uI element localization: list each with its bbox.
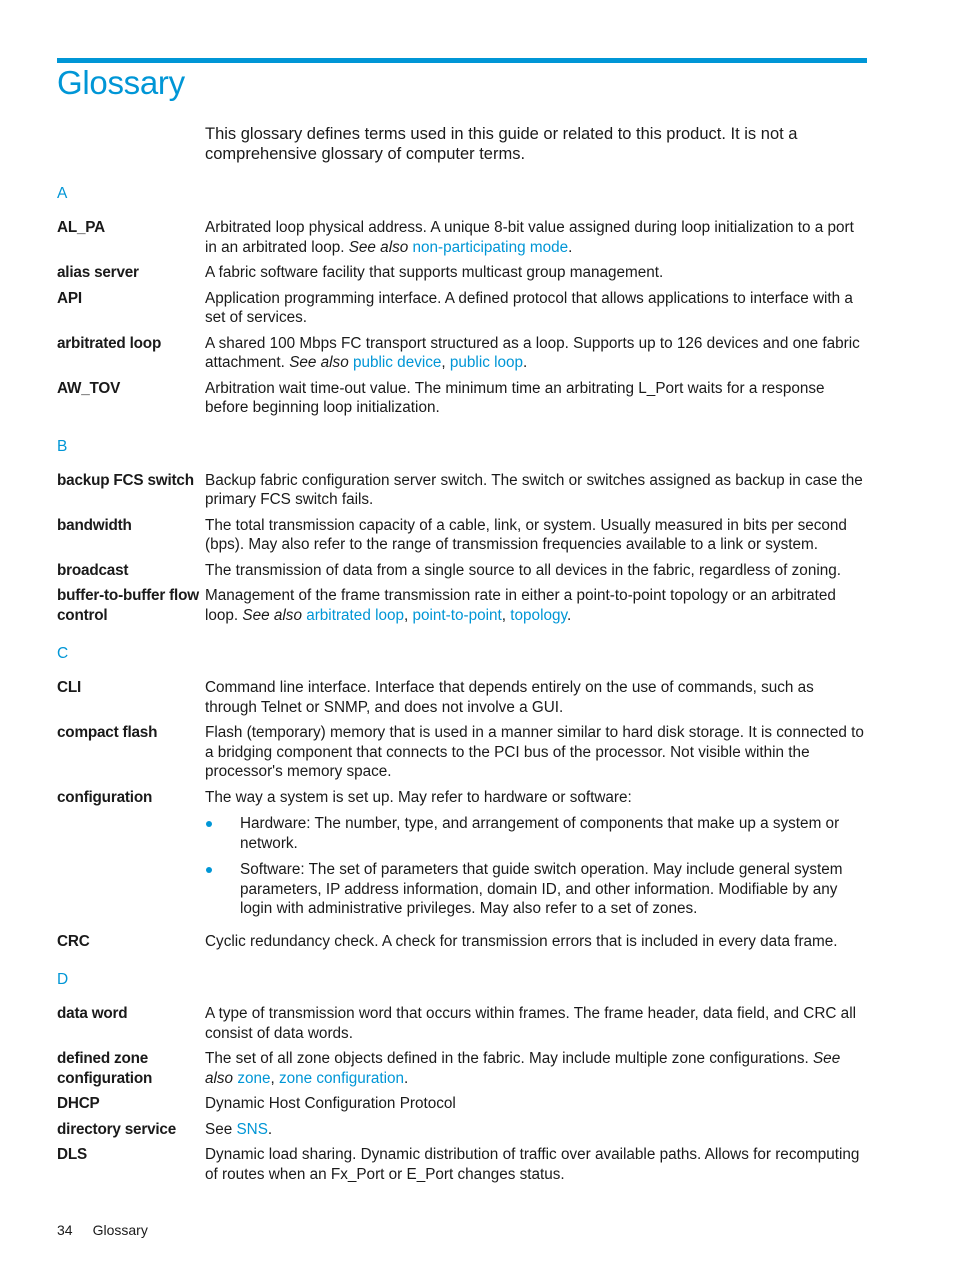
glossary-entry-broadcast	[57, 561, 869, 581]
link-public-loop[interactable]: public loop	[449, 354, 524, 371]
bullet-item: Software: The set of parameters that guide switch operation. May include general system parameters, IP address information, domain ID, and other information. Modifiable by any login with administrative privileges. May also refer to a set of zones.	[205, 860, 869, 919]
glossary-term: defined zone configuration	[57, 1050, 153, 1087]
footer-section-title: Glossary	[92, 1222, 148, 1238]
glossary-term: configuration	[57, 788, 153, 806]
glossary-term: AL_PA	[57, 219, 106, 236]
glossary-term: broadcast	[57, 561, 129, 579]
bullet-list	[205, 814, 869, 919]
glossary-definition: Management of the frame transmission rate in either a point-to-point topology or an arbitrated loop. See also arbitrated loop, point-to-point, topology.	[205, 587, 836, 624]
glossary-definition: Dynamic load sharing. Dynamic distribution of traffic over available paths. Allows for recomputing of routes when an Fx_Port or E_Port changes status.	[205, 1146, 860, 1183]
glossary-entry-arbitrated-loop	[57, 334, 869, 373]
glossary-entry-buffer-to-buffer-flow-control	[57, 586, 869, 625]
glossary-entry-configuration	[57, 788, 869, 926]
glossary-entry-al-pa	[57, 218, 869, 257]
glossary-definition: The transmission of data from a single source to all devices in the fabric, regardless of zoning.	[205, 561, 841, 579]
see-also-label: See also	[205, 1050, 841, 1087]
glossary-definition: See SNS.	[205, 1120, 273, 1138]
glossary-definition: Application programming interface. A defined protocol that allows applications to interface with a set of services.	[205, 289, 853, 326]
glossary-term: DHCP	[57, 1095, 100, 1112]
see-also-label: See also	[242, 606, 302, 624]
glossary-term: alias server	[57, 264, 139, 281]
glossary-definition: The total transmission capacity of a cable, link, or system. Usually measured in bits per second (bps). May also refer to the range of transmission frequencies available to a link or system.	[205, 516, 847, 553]
glossary-entry-directory-service	[57, 1120, 869, 1140]
link-sns[interactable]: SNS	[236, 1120, 268, 1138]
glossary-entry-bandwidth	[57, 516, 869, 555]
glossary-definition: A type of transmission word that occurs within frames. The frame header, data field, and CRC all consist of data words.	[205, 1005, 856, 1042]
glossary-entry-aw-tov	[57, 379, 869, 418]
glossary-definition: Command line interface. Interface that depends entirely on the use of commands, such as through Telnet or SNMP, and does not involve a GUI.	[205, 679, 814, 716]
page-title: Glossary	[57, 64, 185, 101]
glossary-term: bandwidth	[57, 516, 132, 534]
glossary-term: DLS	[57, 1146, 87, 1163]
link-zone-configuration[interactable]: zone configuration	[278, 1069, 404, 1087]
see-also-label: See also	[289, 354, 349, 371]
glossary-entry-backup-fcs-switch	[57, 471, 869, 510]
glossary-term: CLI	[57, 679, 82, 696]
glossary-entry-api	[57, 289, 869, 328]
section-letter-d: D	[57, 971, 69, 988]
link-topology[interactable]: topology	[510, 606, 567, 624]
glossary-definition: A fabric software facility that supports multicast group management.	[205, 264, 664, 281]
glossary-definition: Dynamic Host Configuration Protocol	[205, 1095, 456, 1112]
glossary-entry-data-word	[57, 1004, 869, 1043]
glossary-entry-crc	[57, 932, 869, 952]
glossary-definition: The set of all zone objects defined in the fabric. May include multiple zone configurations. See also zone, zone configuration.	[205, 1050, 841, 1087]
glossary-term: compact flash	[57, 724, 158, 741]
page-number: 34	[57, 1222, 73, 1238]
page-footer	[57, 1222, 148, 1238]
intro-paragraph: This glossary defines terms used in this guide or related to this product. It is not a comprehensive glossary of computer terms.	[205, 125, 798, 163]
glossary-definition: A shared 100 Mbps FC transport structured as a loop. Supports up to 126 devices and one fabric attachment. See also public device, public loop.	[205, 334, 860, 371]
glossary-entry-compact-flash	[57, 723, 869, 782]
glossary-entry-cli	[57, 678, 869, 717]
glossary-term: directory service	[57, 1120, 177, 1138]
section-letter-c: C	[57, 645, 69, 662]
glossary-term: AW_TOV	[57, 379, 121, 397]
section-letter-b: B	[57, 437, 68, 455]
glossary-definition: Backup fabric configuration server switch. The switch or switches assigned as backup in case the primary FCS switch fails.	[205, 471, 863, 508]
link-public-device[interactable]: public device	[352, 354, 442, 371]
bullet-item: Hardware: The number, type, and arrangement of components that make up a system or network.	[205, 814, 869, 853]
see-also-label: See also	[348, 238, 409, 256]
glossary-term: CRC	[57, 932, 90, 950]
link-non-participating-mode[interactable]: non-participating mode	[412, 238, 569, 256]
glossary-term: arbitrated loop	[57, 334, 162, 352]
glossary-definition: Arbitration wait time-out value. The minimum time an arbitrating L_Port waits for a response before beginning loop initialization.	[205, 379, 825, 416]
glossary-entry-alias-server	[57, 263, 869, 283]
glossary-entry-dhcp	[57, 1094, 869, 1114]
link-point-to-point[interactable]: point-to-point	[412, 606, 502, 624]
glossary-term: buffer-to-buffer flow control	[57, 587, 199, 624]
glossary-definition: Arbitrated loop physical address. A unique 8-bit value assigned during loop initialization to a port in an arbitrated loop. See also non-participating mode.	[205, 219, 854, 256]
glossary-term: backup FCS switch	[57, 471, 194, 489]
section-letter-a: A	[57, 185, 68, 202]
glossary-definition: Cyclic redundancy check. A check for transmission errors that is included in every data frame.	[205, 932, 838, 950]
glossary-entry-dls	[57, 1145, 869, 1184]
glossary-term: API	[57, 289, 82, 307]
glossary-definition: The way a system is set up. May refer to hardware or software: Hardware: The number, type, and arrangement of components that make up a system or network. Software: The set of parameters that guide switch operation. May include general system parameters, IP address information, domain ID, and other information. Modifiable by any login with administrative privileges. May also refer to a set of zones.	[205, 788, 869, 926]
glossary-body	[57, 184, 869, 1190]
link-zone[interactable]: zone	[237, 1069, 271, 1087]
glossary-definition: Flash (temporary) memory that is used in a manner similar to hard disk storage. It is connected to a bridging component that connects to the PCI bus of the processor. Not visible within the processor's memory space.	[205, 724, 864, 780]
title-rule	[57, 58, 867, 63]
glossary-term: data word	[57, 1005, 128, 1022]
link-arbitrated-loop[interactable]: arbitrated loop	[306, 606, 404, 624]
glossary-entry-defined-zone-configuration	[57, 1049, 869, 1088]
